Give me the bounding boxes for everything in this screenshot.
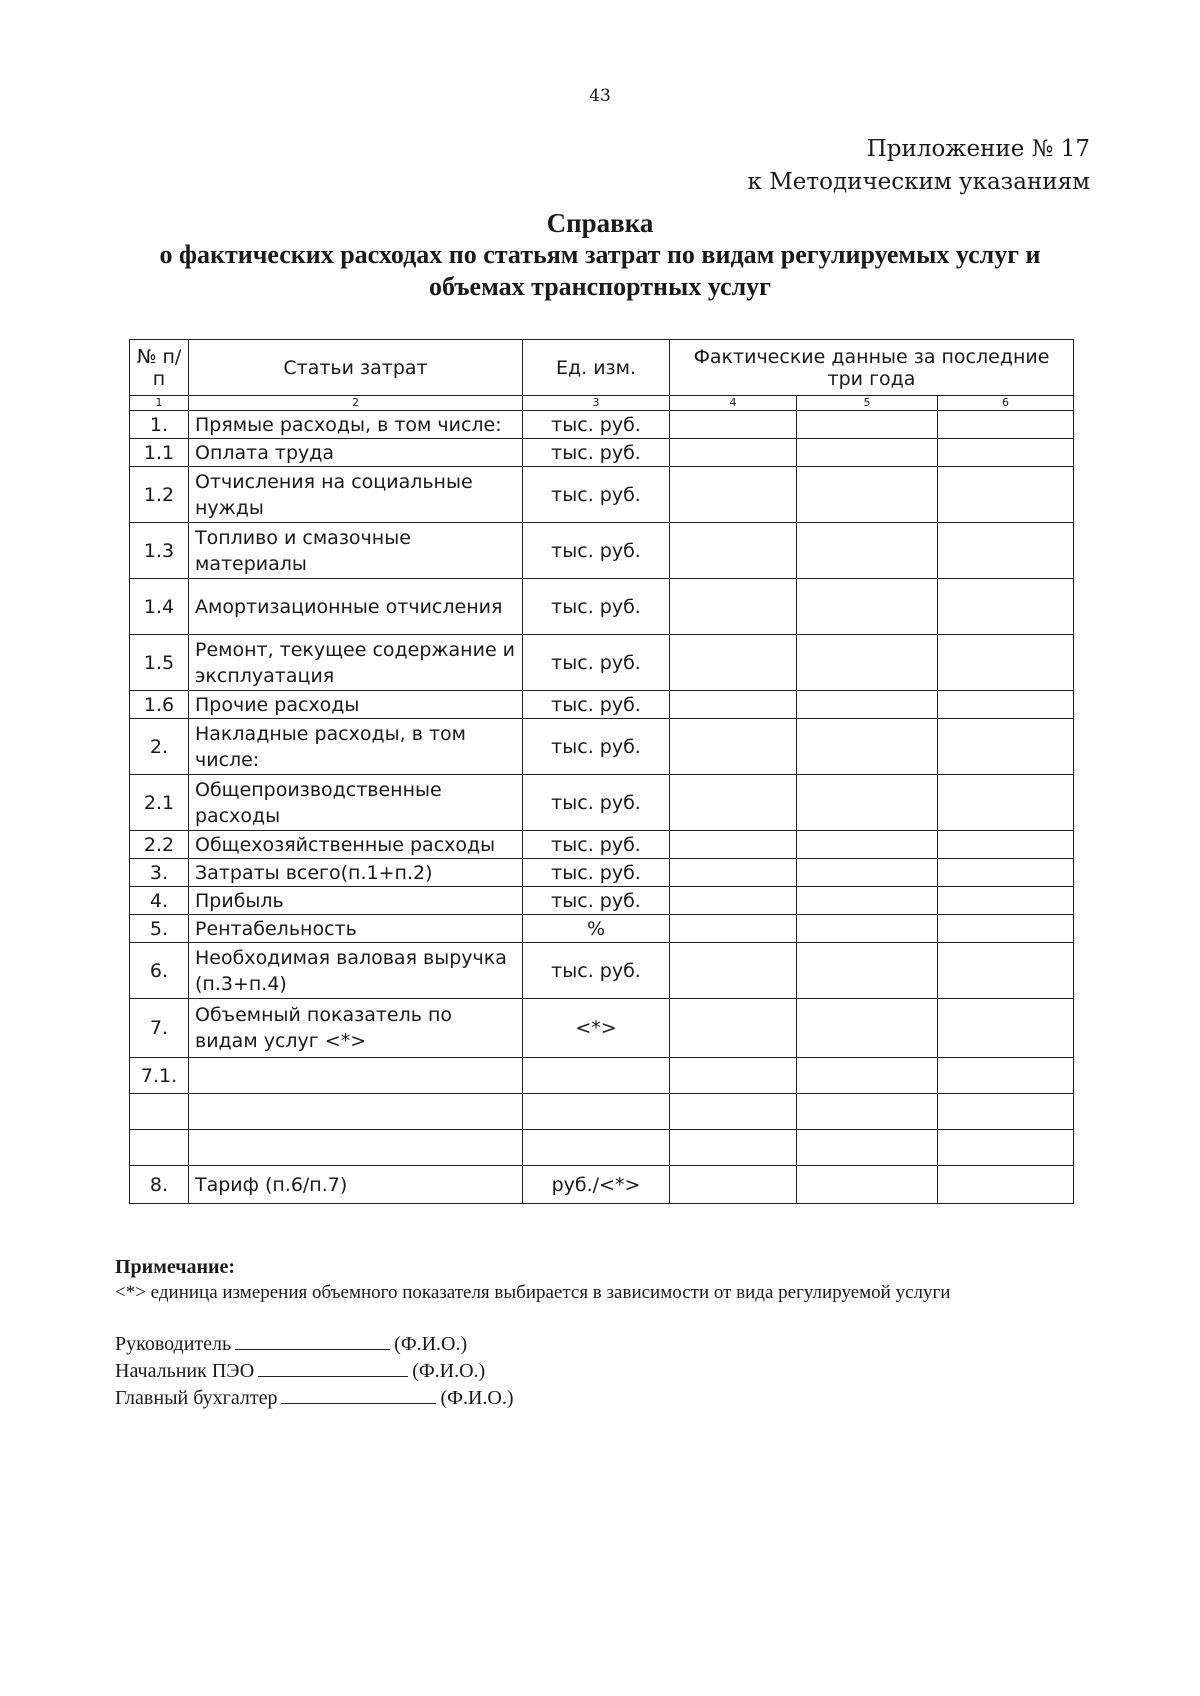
document-subtitle-line-1: о фактических расходах по статьям затрат по видам регулируемых услуг и	[159, 240, 1041, 269]
document-subtitle-line-2: объемах транспортных услуг	[429, 272, 771, 301]
year-2-value-cell[interactable]	[797, 467, 938, 523]
row-number: 1.3	[130, 523, 189, 579]
year-3-value-cell[interactable]	[938, 411, 1074, 439]
year-1-value-cell[interactable]	[670, 887, 797, 915]
row-item: Рентабельность	[189, 915, 523, 943]
row-unit: тыс. руб.	[523, 831, 670, 859]
row-item: Амортизационные отчисления	[189, 579, 523, 635]
col-number: 2	[189, 396, 523, 411]
table-row	[130, 859, 1074, 887]
year-1-value-cell[interactable]	[670, 579, 797, 635]
signature-line-peo-head	[115, 1360, 485, 1383]
row-unit	[523, 1094, 670, 1130]
year-3-value-cell[interactable]	[938, 691, 1074, 719]
appendix-reference: к Методическим указаниям	[747, 169, 1090, 195]
row-item	[189, 1094, 523, 1130]
table-row	[130, 887, 1074, 915]
signature-role: Главный бухгалтер	[115, 1387, 278, 1409]
page-number: 43	[589, 86, 611, 106]
row-unit: тыс. руб.	[523, 523, 670, 579]
year-3-value-cell[interactable]	[938, 831, 1074, 859]
table-row	[130, 467, 1074, 523]
row-number: 2.1	[130, 775, 189, 831]
row-number	[130, 1094, 189, 1130]
document-title: Справка	[546, 208, 654, 238]
row-unit: тыс. руб.	[523, 635, 670, 691]
year-1-value-cell[interactable]	[670, 915, 797, 943]
table-row	[130, 523, 1074, 579]
table-row	[130, 411, 1074, 439]
row-unit	[523, 1058, 670, 1094]
row-item: Оплата труда	[189, 439, 523, 467]
row-number: 1.4	[130, 579, 189, 635]
table-row	[130, 999, 1074, 1058]
table-row	[130, 775, 1074, 831]
year-1-value-cell[interactable]	[670, 635, 797, 691]
year-3-value-cell[interactable]	[938, 439, 1074, 467]
table-row	[130, 943, 1074, 999]
row-number: 3.	[130, 859, 189, 887]
year-3-value-cell[interactable]	[938, 635, 1074, 691]
table-row	[130, 439, 1074, 467]
signature-blank[interactable]	[235, 1333, 390, 1350]
table-row	[130, 915, 1074, 943]
row-item	[189, 1130, 523, 1166]
row-item: Накладные расходы, в том числе:	[189, 719, 523, 775]
year-3-value-cell[interactable]	[938, 859, 1074, 887]
year-1-value-cell[interactable]	[670, 831, 797, 859]
year-2-value-cell[interactable]	[797, 775, 938, 831]
year-1-value-cell[interactable]	[670, 1166, 797, 1204]
year-3-value-cell[interactable]	[938, 999, 1074, 1058]
year-2-value-cell[interactable]	[797, 635, 938, 691]
header-item: Статьи затрат	[189, 340, 523, 396]
row-unit: руб./<*>	[523, 1166, 670, 1204]
row-unit: тыс. руб.	[523, 439, 670, 467]
row-number: 1.5	[130, 635, 189, 691]
year-1-value-cell[interactable]	[670, 411, 797, 439]
year-2-value-cell[interactable]	[797, 579, 938, 635]
column-numbers-row	[130, 396, 1074, 411]
row-number: 2.	[130, 719, 189, 775]
row-number: 4.	[130, 887, 189, 915]
row-number: 1.6	[130, 691, 189, 719]
year-3-value-cell[interactable]	[938, 775, 1074, 831]
year-2-value-cell[interactable]	[797, 943, 938, 999]
row-unit: тыс. руб.	[523, 943, 670, 999]
row-number: 6.	[130, 943, 189, 999]
table-row	[130, 635, 1074, 691]
year-1-value-cell[interactable]	[670, 859, 797, 887]
year-2-value-cell[interactable]	[797, 1058, 938, 1094]
year-1-value-cell[interactable]	[670, 691, 797, 719]
col-number: 5	[797, 396, 938, 411]
row-number: 1.2	[130, 467, 189, 523]
year-2-value-cell[interactable]	[797, 1130, 938, 1166]
table-row	[130, 719, 1074, 775]
year-2-value-cell[interactable]	[797, 1094, 938, 1130]
row-unit: %	[523, 915, 670, 943]
row-number: 7.1.	[130, 1058, 189, 1094]
row-item: Общехозяйственные расходы	[189, 831, 523, 859]
year-3-value-cell[interactable]	[938, 719, 1074, 775]
year-2-value-cell[interactable]	[797, 859, 938, 887]
col-number: 3	[523, 396, 670, 411]
row-item: Топливо и смазочные материалы	[189, 523, 523, 579]
year-3-value-cell[interactable]	[938, 887, 1074, 915]
cost-report-table	[129, 339, 1074, 1204]
year-1-value-cell[interactable]	[670, 523, 797, 579]
year-2-value-cell[interactable]	[797, 999, 938, 1058]
year-2-value-cell[interactable]	[797, 1166, 938, 1204]
table-row	[130, 1130, 1074, 1166]
year-1-value-cell[interactable]	[670, 1130, 797, 1166]
year-1-value-cell[interactable]	[670, 439, 797, 467]
row-number: 5.	[130, 915, 189, 943]
signature-line-director	[115, 1333, 467, 1356]
table-row	[130, 691, 1074, 719]
row-unit: тыс. руб.	[523, 691, 670, 719]
year-3-value-cell[interactable]	[938, 915, 1074, 943]
row-item: Необходимая валовая выручка (п.3+п.4)	[189, 943, 523, 999]
signature-blank[interactable]	[281, 1387, 436, 1404]
row-number: 8.	[130, 1166, 189, 1204]
year-1-value-cell[interactable]	[670, 775, 797, 831]
row-unit: тыс. руб.	[523, 887, 670, 915]
year-3-value-cell[interactable]	[938, 523, 1074, 579]
row-unit: тыс. руб.	[523, 775, 670, 831]
row-item: Прочие расходы	[189, 691, 523, 719]
row-unit: тыс. руб.	[523, 579, 670, 635]
signature-role: Руководитель	[115, 1333, 232, 1355]
row-item: Объемный показатель по видам услуг <*>	[189, 999, 523, 1058]
col-number: 6	[938, 396, 1074, 411]
row-item	[189, 1058, 523, 1094]
table-row	[130, 1166, 1074, 1204]
year-3-value-cell[interactable]	[938, 579, 1074, 635]
year-1-value-cell[interactable]	[670, 719, 797, 775]
year-2-value-cell[interactable]	[797, 887, 938, 915]
row-unit: <*>	[523, 999, 670, 1058]
row-unit: тыс. руб.	[523, 467, 670, 523]
row-number: 1.	[130, 411, 189, 439]
header-num: № п/п	[130, 340, 189, 396]
year-2-value-cell[interactable]	[797, 831, 938, 859]
note-text: <*> единица измерения объемного показателя выбирается в зависимости от вида регулируемой услуги	[115, 1282, 951, 1303]
year-2-value-cell[interactable]	[797, 691, 938, 719]
year-1-value-cell[interactable]	[670, 999, 797, 1058]
year-1-value-cell[interactable]	[670, 1094, 797, 1130]
table-row	[130, 831, 1074, 859]
year-2-value-cell[interactable]	[797, 439, 938, 467]
signature-line-chief-accountant	[115, 1387, 514, 1410]
row-unit: тыс. руб.	[523, 411, 670, 439]
year-3-value-cell[interactable]	[938, 1130, 1074, 1166]
row-unit: тыс. руб.	[523, 859, 670, 887]
year-1-value-cell[interactable]	[670, 467, 797, 523]
year-3-value-cell[interactable]	[938, 1058, 1074, 1094]
table-row	[130, 1094, 1074, 1130]
year-2-value-cell[interactable]	[797, 523, 938, 579]
row-number	[130, 1130, 189, 1166]
year-3-value-cell[interactable]	[938, 1166, 1074, 1204]
header-actual-data: Фактические данные за последние три года	[670, 340, 1074, 396]
table-header-row	[130, 340, 1074, 396]
row-item: Прямые расходы, в том числе:	[189, 411, 523, 439]
row-unit	[523, 1130, 670, 1166]
row-item: Прибыль	[189, 887, 523, 915]
year-2-value-cell[interactable]	[797, 411, 938, 439]
row-item: Затраты всего(п.1+п.2)	[189, 859, 523, 887]
signature-role: Начальник ПЭО	[115, 1360, 255, 1382]
table-row	[130, 1058, 1074, 1094]
col-number: 1	[130, 396, 189, 411]
header-unit: Ед. изм.	[523, 340, 670, 396]
signature-fio: (Ф.И.О.)	[440, 1387, 514, 1409]
appendix-number: Приложение № 17	[866, 136, 1090, 162]
row-item: Тариф (п.6/п.7)	[189, 1166, 523, 1204]
year-3-value-cell[interactable]	[938, 943, 1074, 999]
year-1-value-cell[interactable]	[670, 1058, 797, 1094]
year-1-value-cell[interactable]	[670, 943, 797, 999]
row-unit: тыс. руб.	[523, 719, 670, 775]
col-number: 4	[670, 396, 797, 411]
signature-fio: (Ф.И.О.)	[394, 1333, 468, 1355]
table-row	[130, 579, 1074, 635]
year-3-value-cell[interactable]	[938, 1094, 1074, 1130]
note-title: Примечание:	[115, 1256, 236, 1278]
signature-blank[interactable]	[258, 1360, 408, 1377]
row-number: 1.1	[130, 439, 189, 467]
row-number: 7.	[130, 999, 189, 1058]
row-item: Отчисления на социальные нужды	[189, 467, 523, 523]
year-2-value-cell[interactable]	[797, 719, 938, 775]
row-item: Ремонт, текущее содержание и эксплуатация	[189, 635, 523, 691]
row-number: 2.2	[130, 831, 189, 859]
year-2-value-cell[interactable]	[797, 915, 938, 943]
year-3-value-cell[interactable]	[938, 467, 1074, 523]
row-item: Общепроизводственные расходы	[189, 775, 523, 831]
signature-fio: (Ф.И.О.)	[412, 1360, 486, 1382]
